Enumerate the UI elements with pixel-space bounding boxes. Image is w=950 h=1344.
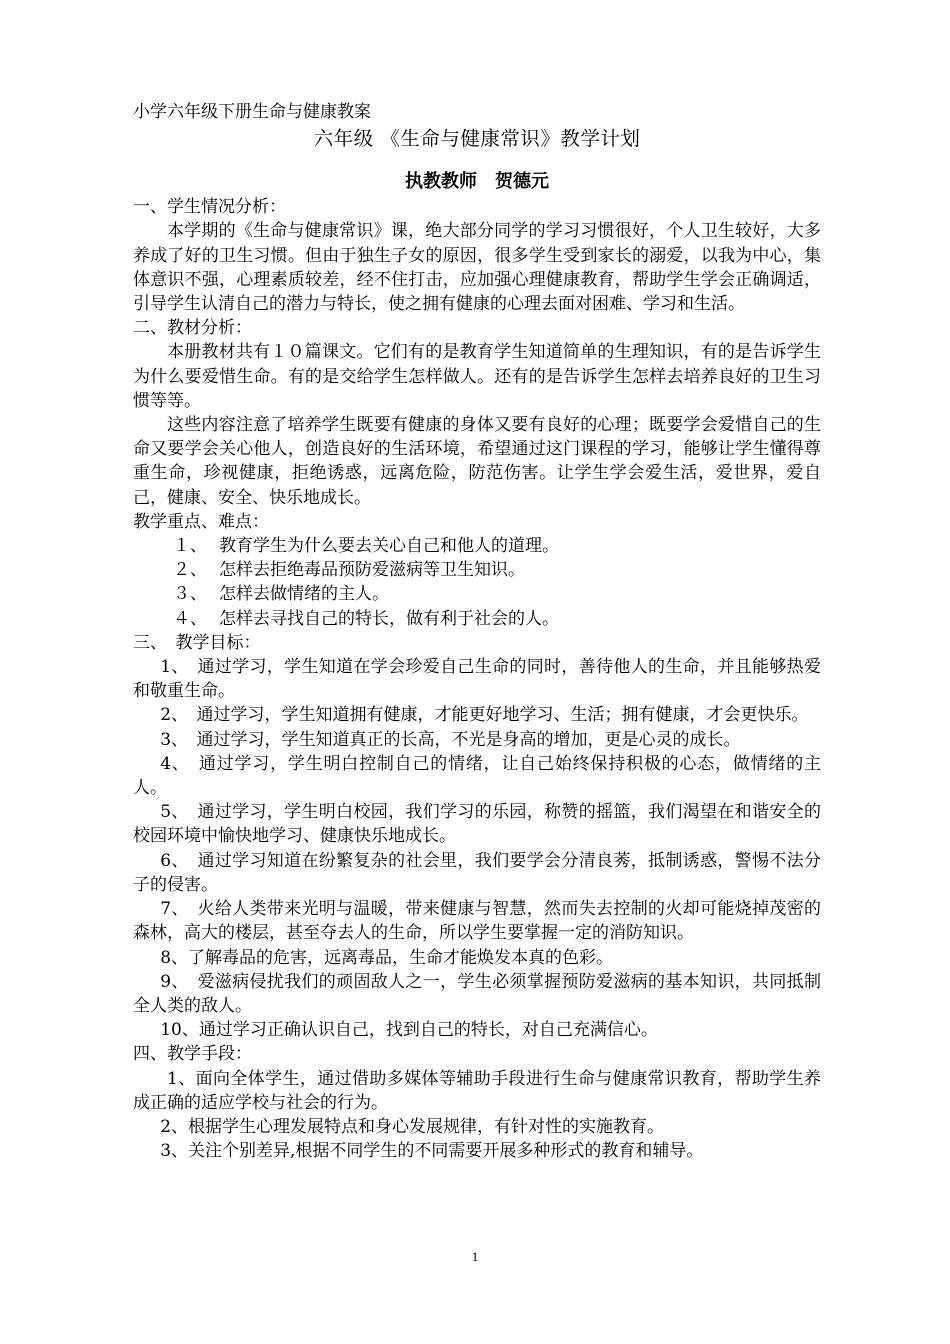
page-number: 1 bbox=[471, 1249, 479, 1264]
paragraph-textbook-analysis-2: 这些内容注意了培养学生既要有健康的身体又要有良好的心理；既要学会爱惜自己的生命又要学会关心他人，创造良好的生活环境，希望通过这门课程的学习，能够让学生懂得尊重生命，珍视健康，拒绝诱惑，远离危险，防范伤害。让学生学会爱生活，爱世界，爱自己，健康、安全、快乐地成长。 bbox=[133, 415, 821, 508]
method-item: 1、面向全体学生，通过借助多媒体等辅助手段进行生命与健康常识教育，帮助学生养成正确的适应学校与社会的行为。 bbox=[133, 1068, 821, 1113]
section-heading-student-analysis: 一、学生情况分析： bbox=[133, 197, 286, 218]
document-body bbox=[133, 100, 821, 1163]
header-line: 小学六年级下册生命与健康教案 bbox=[133, 102, 371, 122]
goal-item: 10、通过学习正确认识自己，找到自己的特长，对自己充满信心。 bbox=[160, 1020, 658, 1041]
list-item: ４、 怎样去寻找自己的特长，做有利于社会的人。 bbox=[173, 608, 559, 629]
goal-item: 4、 通过学习，学生明白控制自己的情绪，让自己始终保持积极的心态，做情绪的主人。 bbox=[133, 753, 821, 799]
goal-item: 2、 通过学习，学生知道拥有健康，才能更好地学习、生活；拥有健康，才会更快乐。 bbox=[160, 705, 809, 726]
goal-item: 3、 通过学习，学生知道真正的长高，不光是身高的增加，更是心灵的成长。 bbox=[160, 729, 741, 750]
goal-item: 5、 通过学习，学生明白校园，我们学习的乐园，称赞的摇篮，我们渴望在和谐安全的校园环境中愉快地学习、健康快乐地成长。 bbox=[133, 802, 821, 847]
page-title: 六年级 《生命与健康常识》教学计划 bbox=[313, 127, 641, 151]
goal-item: 6、 通过学习知道在纷繁复杂的社会里，我们要学会分清良莠，抵制诱惑，警惕不法分子的侵害。 bbox=[133, 850, 821, 895]
goal-item: 8、了解毒品的危害，远离毒品，生命才能焕发本真的色彩。 bbox=[160, 947, 614, 968]
goal-item: 9、 爱滋病侵扰我们的顽固敌人之一，学生必须掌握预防爱滋病的基本知识，共同抵制全人类的敌人。 bbox=[133, 971, 821, 1016]
method-item: 2、根据学生心理发展特点和身心发展规律，有针对性的实施教育。 bbox=[160, 1116, 665, 1137]
list-item: ２、 怎样去拒绝毒品预防爱滋病等卫生知识。 bbox=[173, 560, 525, 581]
section-heading-textbook-analysis: 二、教材分析： bbox=[133, 318, 252, 339]
section-heading-key-points: 教学重点、难点： bbox=[133, 511, 269, 532]
paragraph-textbook-analysis-1: 本册教材共有１０篇课文。它们有的是教育学生知道简单的生理知识，有的是告诉学生为什么要爱惜生命。有的是交给学生怎样做人。还有的是告诉学生怎样去培养良好的卫生习惯等等。 bbox=[133, 342, 821, 411]
paragraph-student-analysis: 本学期的《生命与健康常识》课，绝大部分同学的学习习惯很好，个人卫生较好，大多养成了好的卫生习惯。但由于独生子女的原因，很多学生受到家长的溺爱，以我为中心，集体意识不强，心理素质较差，经不住打击，应加强心理健康教育，帮助学生学会正确调适，引导学生认清自己的潜力与特长，使之拥有健康的心理去面对困难、学习和生活。 bbox=[133, 221, 821, 315]
list-item: １、 教育学生为什么要去关心自己和他人的道理。 bbox=[173, 536, 559, 557]
goal-item: 7、 火给人类带来光明与温暖，带来健康与智慧，然而失去控制的火却可能烧掉茂密的森林，高大的楼层，甚至夺去人的生命，所以学生要掌握一定的消防知识。 bbox=[133, 899, 821, 944]
method-item: 3、关注个别差异,根据不同学生的不同需要开展多种形式的教育和辅导。 bbox=[160, 1141, 704, 1162]
section-heading-teaching-goals: 三、 教学目标： bbox=[133, 632, 261, 653]
goal-item: 1、 通过学习，学生知道在学会珍爱自己生命的同时，善待他人的生命，并且能够热爱和敬重生命。 bbox=[133, 657, 821, 702]
teacher-line: 执教教师 贺德元 bbox=[405, 171, 549, 193]
list-item: ３、 怎样去做情绪的主人。 bbox=[173, 584, 389, 605]
section-heading-teaching-methods: 四、教学手段： bbox=[133, 1044, 252, 1065]
